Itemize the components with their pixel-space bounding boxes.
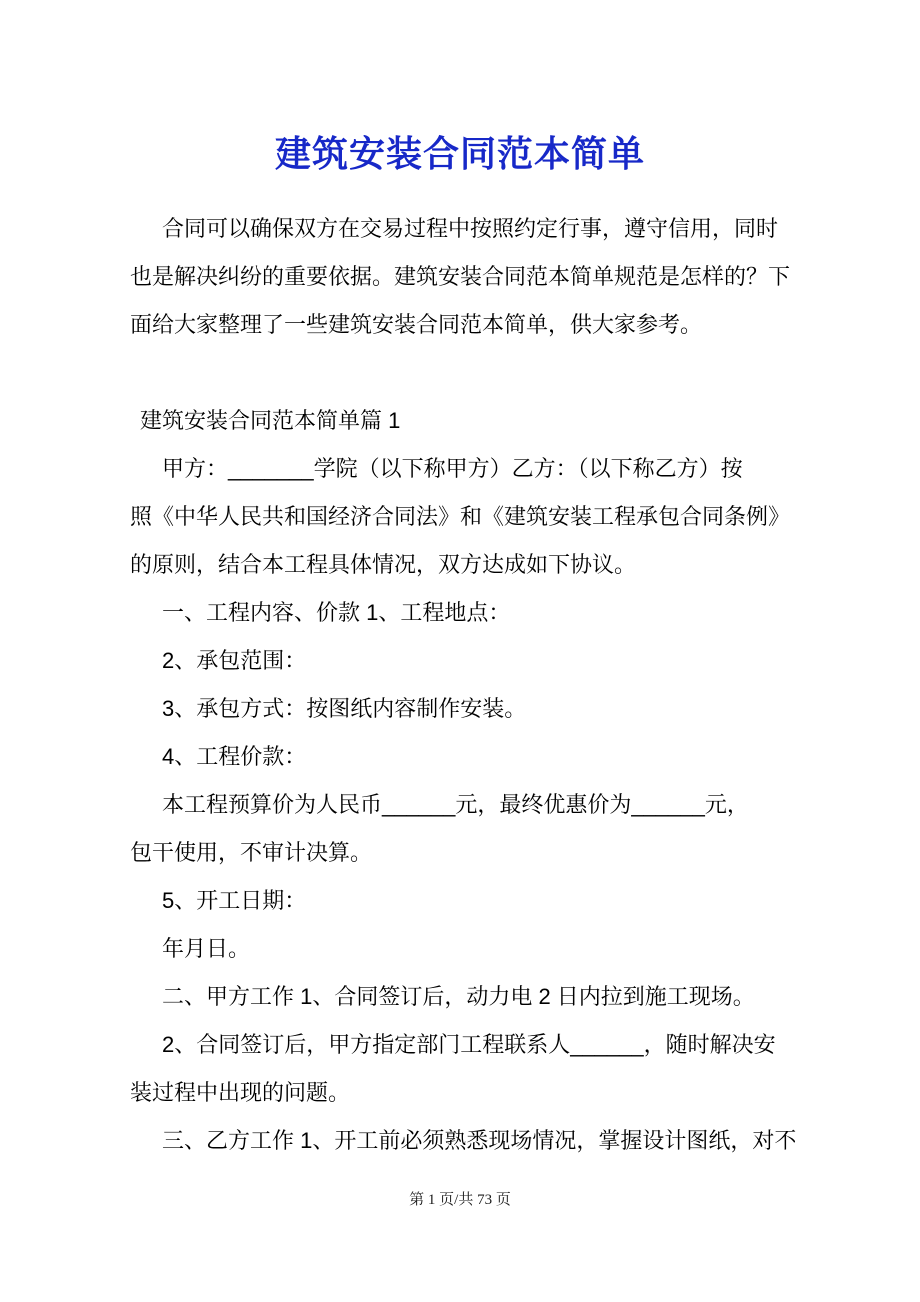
paragraph-line: 面给大家整理了一些建筑安装合同范本简单，供大家参考。 xyxy=(130,312,703,337)
paragraph-line: 年月日。 xyxy=(162,936,251,961)
paragraph-line: 3、承包方式：按图纸内容制作安装。 xyxy=(162,696,527,721)
paragraph-line: 4、工程价款： xyxy=(162,744,307,769)
paragraph-line: 合同可以确保双方在交易过程中按照约定行事，遵守信用，同时 xyxy=(162,216,779,241)
paragraph-line: 二、甲方工作 1、合同签订后，动力电 2 日内拉到施工现场。 xyxy=(162,984,755,1009)
paragraph-line: 甲方：_______学院（以下称甲方）乙方：（以下称乙方）按 xyxy=(162,456,743,481)
paragraph-line: 三、乙方工作 1、开工前必须熟悉现场情况，掌握设计图纸，对不 xyxy=(162,1128,797,1153)
paragraph-line: 装过程中出现的问题。 xyxy=(130,1080,351,1105)
page-number-footer: 第 1 页/共 73 页 xyxy=(409,1192,511,1208)
paragraph-line: 5、开工日期： xyxy=(162,888,307,913)
paragraph-line: 的原则，结合本工程具体情况，双方达成如下协议。 xyxy=(130,552,637,577)
paragraph-line: 照《中华人民共和国经济合同法》和《建筑安装工程承包合同条例》 xyxy=(130,504,791,529)
paragraph-line: 包干使用，不审计决算。 xyxy=(130,840,373,865)
section-heading: 建筑安装合同范本简单篇 1 xyxy=(140,408,401,433)
document-title: 建筑安装合同范本简单 xyxy=(274,133,645,174)
paragraph-line: 2、合同签订后，甲方指定部门工程联系人______，随时解决安 xyxy=(162,1032,776,1057)
paragraph-line: 本工程预算价为人民币______元，最终优惠价为______元， xyxy=(162,792,749,817)
paragraph-line: 一、工程内容、价款 1、工程地点： xyxy=(162,600,511,625)
paragraph-line: 也是解决纠纷的重要依据。建筑安装合同范本简单规范是怎样的？下 xyxy=(130,264,791,289)
document-body xyxy=(130,205,797,1165)
paragraph-line: 2、承包范围： xyxy=(162,648,307,673)
